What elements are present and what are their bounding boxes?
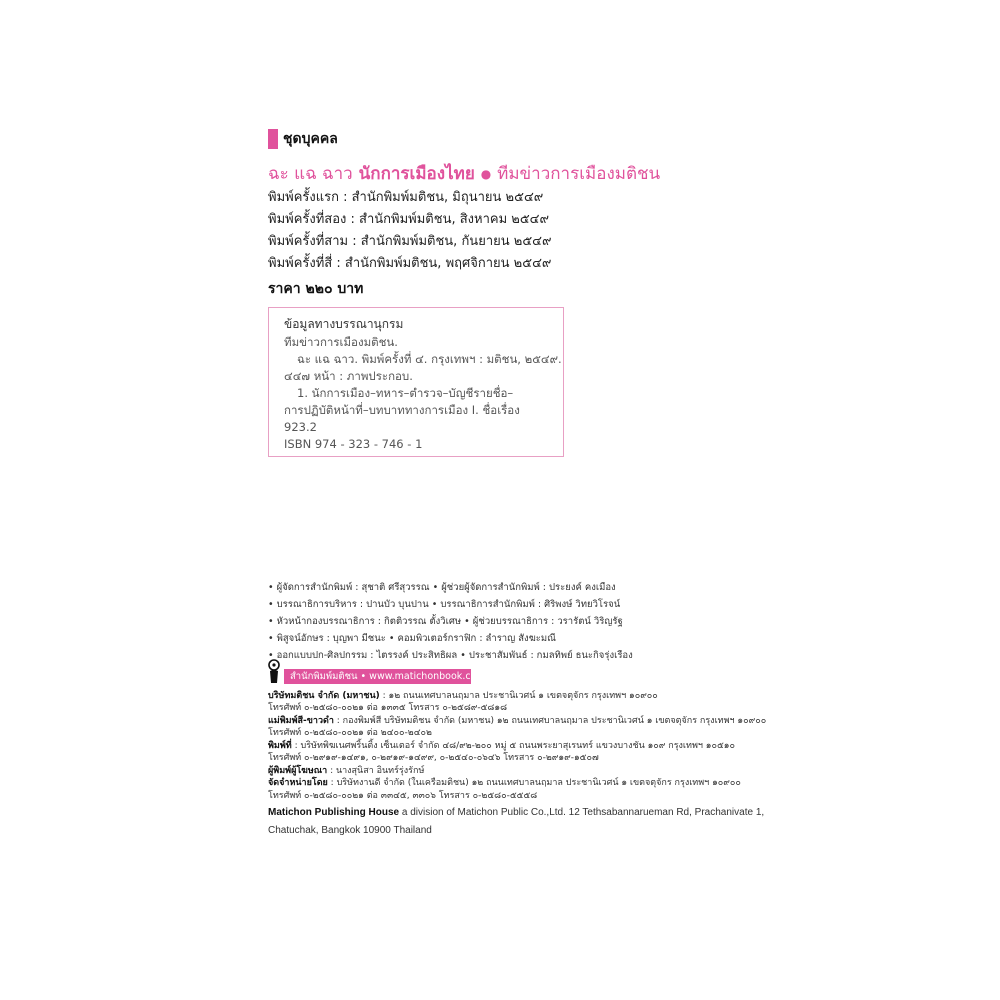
- cataloging-line: การปฏิบัติหน้าที่–บทบาททางการเมือง I. ชื่อเรื่อง: [284, 403, 520, 417]
- cataloging-line: 1. นักการเมือง–ทหาร–ตำรวจ–บัญชีรายชื่อ–: [297, 386, 514, 400]
- cataloging-line: ฉะ แฉ ฉาว. พิมพ์ครั้งที่ ๔. กรุงเทพฯ : มติชน, ๒๕๔๙.: [297, 352, 562, 366]
- edition-line: พิมพ์ครั้งแรก : สำนักพิมพ์มติชน, มิถุนายน ๒๕๔๙: [268, 190, 544, 205]
- footer-english-line2: Chatuchak, Bangkok 10900 Thailand: [268, 825, 432, 836]
- title-separator: ●: [480, 167, 492, 181]
- edition-line: พิมพ์ครั้งที่สอง : สำนักพิมพ์มติชน, สิงหาคม ๒๕๔๙: [268, 212, 550, 227]
- staff-line: • พิสูจน์อักษร : บุญพา มีชนะ • คอมพิวเตอร์กราฟิก : ลำราญ สังฆะมณี: [268, 633, 556, 644]
- address-line: ผู้พิมพ์ผู้โฆษณา : นางสุนิสา อินทร์รุ่งรักษ์: [268, 766, 425, 776]
- cataloging-line: ๔๔๗ หน้า : ภาพประกอบ.: [284, 369, 413, 383]
- matichon-logo-icon: [268, 659, 280, 685]
- author-name: ฉะ แฉ ฉาว: [268, 164, 353, 184]
- address-line: แม่พิมพ์สี-ขาวดำ : กองพิมพ์สี บริษัทมติชน จำกัด (มหาชน) ๑๒ ถนนเทศบาลนฤมาล ประชานิเวศน์ ๑ เขตจตุจักร กรุงเทพฯ ๑๐๙๐๐: [268, 716, 767, 726]
- book-title: นักการเมืองไทย: [358, 164, 475, 184]
- series-accent-bar: [268, 129, 278, 149]
- publisher-team: ทีมข่าวการเมืองมติชน: [497, 164, 661, 184]
- title-line: [268, 163, 660, 185]
- cataloging-classification: 923.2: [284, 420, 317, 434]
- address-line: โทรศัพท์ ๐-๒๕๘๐-๐๐๒๑ ต่อ ๓๓๔๕, ๓๓๐๖ โทรสาร ๐-๒๕๘๐-๕๕๕๘: [268, 791, 538, 801]
- publisher-banner: สำนักพิมพ์มติชน • www.matichonbook.com: [284, 669, 471, 684]
- address-line: โทรศัพท์ ๐-๒๕๘๐-๐๐๒๑ ต่อ ๑๓๓๕ โทรสาร ๐-๒๕๘๙-๕๘๑๘: [268, 703, 508, 713]
- address-line: โทรศัพท์ ๐-๒๕๘๐-๐๐๒๑ ต่อ ๒๔๐๐-๒๔๐๒: [268, 728, 432, 738]
- staff-line: • ออกแบบปก-ศิลปกรรม : ไตรรงค์ ประสิทธิผล • ประชาสัมพันธ์ : กมลทิพย์ ธนะกิจรุ่งเรือง: [268, 650, 633, 661]
- isbn: ISBN 974 - 323 - 746 - 1: [284, 437, 423, 451]
- edition-line: พิมพ์ครั้งที่สี่ : สำนักพิมพ์มติชน, พฤศจิกายน ๒๕๔๙: [268, 256, 552, 271]
- footer-english: Matichon Publishing House a division of Matichon Public Co.,Ltd. 12 Tethsabannarueman Rd, Prachanivate 1,: [268, 807, 765, 818]
- series-label: ชุดบุคคล: [283, 131, 338, 147]
- address-line: พิมพ์ที่ : บริษัทพิฆเนศพริ้นติ้ง เซ็นเตอร์ จำกัด ๔๘/๙๒-๒๐๐ หมู่ ๕ ถนนพระยาสุเรนทร์ แขวงบางชัน ๑๐๙ กรุงเทพฯ ๑๐๕๑๐: [268, 741, 736, 751]
- address-line: จัดจำหน่ายโดย : บริษัทงานดี จำกัด (ในเครือมติชน) ๑๒ ถนนเทศบาลนฤมาล ประชานิเวศน์ ๑ เขตจตุจักร กรุงเทพฯ ๑๐๙๐๐: [268, 778, 741, 788]
- staff-line: • บรรณาธิการบริหาร : ปานบัว บุนปาน • บรรณาธิการสำนักพิมพ์ : ศิริพงษ์ วิทยวิโรจน์: [268, 599, 621, 610]
- address-line: บริษัทมติชน จำกัด (มหาชน) : ๑๒ ถนนเทศบาลนฤมาล ประชานิเวศน์ ๑ เขตจตุจักร กรุงเทพฯ ๑๐๙๐๐: [268, 691, 658, 701]
- cataloging-box: [268, 307, 564, 457]
- staff-line: • หัวหน้ากองบรรณาธิการ : กิตติวรรณ ตั้งวิเศษ • ผู้ช่วยบรรณาธิการ : วรารัตน์ วิริญรัฐ: [268, 616, 623, 627]
- price: ราคา ๒๒๐ บาท: [268, 281, 364, 297]
- edition-line: พิมพ์ครั้งที่สาม : สำนักพิมพ์มติชน, กันยายน ๒๕๔๙: [268, 234, 552, 249]
- staff-line: • ผู้จัดการสำนักพิมพ์ : สุชาติ ศรีสุวรรณ • ผู้ช่วยผู้จัดการสำนักพิมพ์ : ประยงค์ คงเมือง: [268, 582, 616, 593]
- cataloging-title: ข้อมูลทางบรรณานุกรม: [284, 317, 404, 331]
- cataloging-line: ทีมข่าวการเมืองมติชน.: [284, 335, 398, 349]
- address-line: โทรศัพท์ ๐-๒๙๑๙-๑๔๙๑, ๐-๒๙๑๙-๑๔๙๙, ๐-๒๕๔๐-๐๖๔๖ โทรสาร ๐-๒๙๑๙-๑๕๐๗: [268, 753, 599, 763]
